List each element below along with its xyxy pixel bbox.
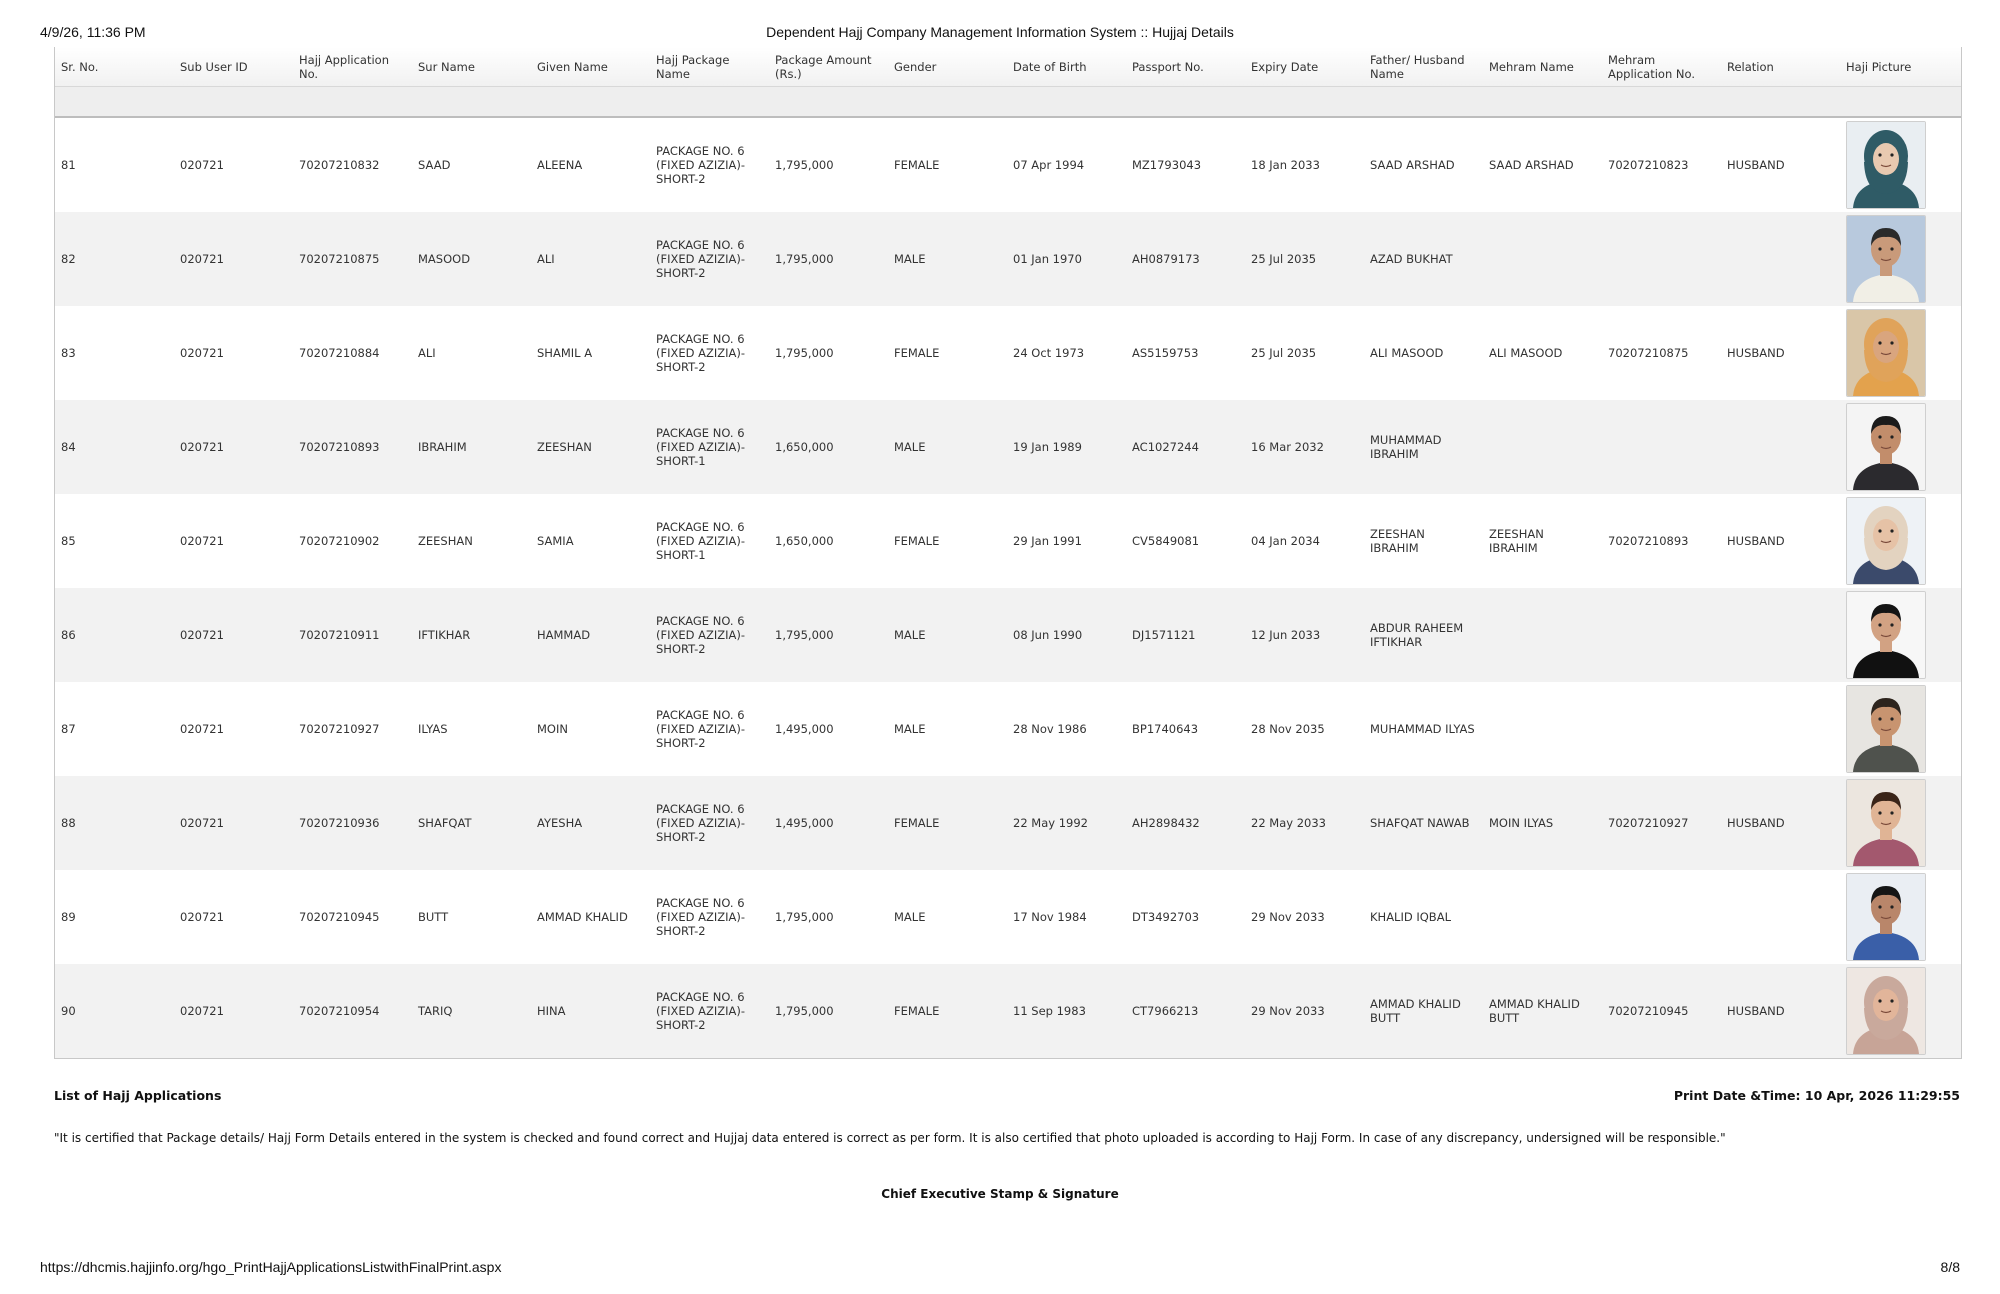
surname-cell: SAAD: [418, 158, 451, 172]
surname-cell: ILYAS: [418, 722, 448, 736]
father-husband-name-cell: ZEESHAN IBRAHIM: [1370, 527, 1425, 555]
column-header: Mehram Application No.: [1608, 52, 1696, 81]
column-header: Passport No.: [1132, 59, 1204, 74]
passport-no-cell: BP1740643: [1132, 722, 1199, 736]
haji-photo: [1846, 121, 1926, 209]
surname-cell: TARIQ: [418, 1004, 453, 1018]
package-amount-cell: 1,650,000: [775, 534, 834, 548]
father-husband-name-cell: SHAFQAT NAWAB: [1370, 816, 1470, 830]
father-husband-name-cell: AMMAD KHALID BUTT: [1370, 997, 1461, 1025]
haji-photo: [1846, 685, 1926, 773]
date-of-birth-cell: 19 Jan 1989: [1013, 440, 1082, 454]
package-name-cell: PACKAGE NO. 6 (FIXED AZIZIA)-SHORT-1: [656, 426, 746, 468]
relation-cell: HUSBAND: [1727, 1004, 1785, 1018]
sub-user-id-cell: 020721: [180, 722, 224, 736]
mehram-application-no-cell: 70207210893: [1608, 534, 1689, 548]
gender-cell: FEMALE: [894, 534, 940, 548]
expiry-date-cell: 29 Nov 2033: [1251, 1004, 1325, 1018]
sub-user-id-cell: 020721: [180, 346, 224, 360]
passport-no-cell: MZ1793043: [1132, 158, 1202, 172]
sr-no-cell: 88: [61, 816, 76, 830]
package-amount-cell: 1,495,000: [775, 722, 834, 736]
date-of-birth-cell: 17 Nov 1984: [1013, 910, 1087, 924]
list-label: List of Hajj Applications: [54, 1088, 222, 1103]
surname-cell: MASOOD: [418, 252, 471, 266]
passport-no-cell: AH2898432: [1132, 816, 1200, 830]
passport-no-cell: AC1027244: [1132, 440, 1199, 454]
package-name-cell: PACKAGE NO. 6 (FIXED AZIZIA)-SHORT-1: [656, 520, 746, 562]
table-row: [55, 776, 1961, 870]
surname-cell: IBRAHIM: [418, 440, 467, 454]
date-of-birth-cell: 01 Jan 1970: [1013, 252, 1082, 266]
print-date-time: 4/9/26, 11:36 PM: [40, 24, 146, 40]
relation-cell: HUSBAND: [1727, 346, 1785, 360]
given-name-cell: AYESHA: [537, 816, 583, 830]
column-header: Sr. No.: [61, 59, 99, 74]
gender-cell: MALE: [894, 910, 926, 924]
table-row: [55, 306, 1961, 400]
haji-picture-cell: [1840, 497, 1961, 585]
gender-cell: MALE: [894, 252, 926, 266]
sr-no-cell: 82: [61, 252, 76, 266]
haji-picture-cell: [1840, 309, 1961, 397]
mehram-application-no-cell: 70207210945: [1608, 1004, 1689, 1018]
expiry-date-cell: 28 Nov 2035: [1251, 722, 1325, 736]
mehram-application-no-cell: 70207210823: [1608, 158, 1689, 172]
given-name-cell: AMMAD KHALID: [537, 910, 628, 924]
column-header: Mehram Name: [1489, 59, 1574, 74]
date-of-birth-cell: 08 Jun 1990: [1013, 628, 1083, 642]
sub-user-id-cell: 020721: [180, 816, 224, 830]
print-header: [40, 24, 1960, 44]
sub-user-id-cell: 020721: [180, 440, 224, 454]
mehram-name-cell: AMMAD KHALID BUTT: [1489, 997, 1580, 1025]
date-of-birth-cell: 28 Nov 1986: [1013, 722, 1087, 736]
surname-cell: BUTT: [418, 910, 449, 924]
package-name-cell: PACKAGE NO. 6 (FIXED AZIZIA)-SHORT-2: [656, 332, 746, 374]
expiry-date-cell: 04 Jan 2034: [1251, 534, 1320, 548]
sr-no-cell: 85: [61, 534, 76, 548]
expiry-date-cell: 22 May 2033: [1251, 816, 1326, 830]
application-no-cell: 70207210927: [299, 722, 380, 736]
haji-photo: [1846, 873, 1926, 961]
table-row: [55, 588, 1961, 682]
package-amount-cell: 1,795,000: [775, 910, 834, 924]
column-header: Date of Birth: [1013, 59, 1087, 74]
table-row: [55, 400, 1961, 494]
sr-no-cell: 83: [61, 346, 76, 360]
expiry-date-cell: 25 Jul 2035: [1251, 346, 1317, 360]
haji-picture-cell: [1840, 779, 1961, 867]
haji-photo: [1846, 591, 1926, 679]
application-no-cell: 70207210884: [299, 346, 380, 360]
expiry-date-cell: 25 Jul 2035: [1251, 252, 1317, 266]
haji-picture-cell: [1840, 685, 1961, 773]
sub-user-id-cell: 020721: [180, 910, 224, 924]
package-name-cell: PACKAGE NO. 6 (FIXED AZIZIA)-SHORT-2: [656, 614, 746, 656]
application-no-cell: 70207210875: [299, 252, 380, 266]
given-name-cell: ZEESHAN: [537, 440, 592, 454]
gender-cell: FEMALE: [894, 1004, 940, 1018]
sr-no-cell: 90: [61, 1004, 76, 1018]
signature-label: Chief Executive Stamp & Signature: [881, 1187, 1119, 1201]
package-amount-cell: 1,650,000: [775, 440, 834, 454]
column-header: Expiry Date: [1251, 59, 1319, 74]
package-name-cell: PACKAGE NO. 6 (FIXED AZIZIA)-SHORT-2: [656, 708, 746, 750]
table-row: [55, 870, 1961, 964]
column-header: Haji Picture: [1846, 59, 1912, 74]
haji-picture-cell: [1840, 215, 1961, 303]
surname-cell: ALI: [418, 346, 436, 360]
passport-no-cell: DT3492703: [1132, 910, 1200, 924]
table-row: [55, 212, 1961, 306]
relation-cell: HUSBAND: [1727, 158, 1785, 172]
gender-cell: MALE: [894, 628, 926, 642]
haji-picture-cell: [1840, 873, 1961, 961]
mehram-application-no-cell: 70207210875: [1608, 346, 1689, 360]
sr-no-cell: 86: [61, 628, 76, 642]
package-amount-cell: 1,795,000: [775, 628, 834, 642]
filter-row: [55, 87, 1961, 118]
application-no-cell: 70207210936: [299, 816, 380, 830]
page-url: https://dhcmis.hajjinfo.org/hgo_PrintHajjApplicationsListwithFinalPrint.aspx: [40, 1259, 502, 1275]
package-amount-cell: 1,495,000: [775, 816, 834, 830]
mehram-name-cell: SAAD ARSHAD: [1489, 158, 1574, 172]
expiry-date-cell: 12 Jun 2033: [1251, 628, 1321, 642]
given-name-cell: SAMIA: [537, 534, 574, 548]
date-of-birth-cell: 24 Oct 1973: [1013, 346, 1085, 360]
gender-cell: FEMALE: [894, 346, 940, 360]
print-date-label: Print Date &Time: 10 Apr, 2026 11:29:55: [1673, 1088, 1960, 1103]
application-no-cell: 70207210832: [299, 158, 380, 172]
sr-no-cell: 89: [61, 910, 76, 924]
table-header-row: [55, 47, 1961, 87]
passport-no-cell: CT7966213: [1132, 1004, 1199, 1018]
sub-user-id-cell: 020721: [180, 1004, 224, 1018]
haji-photo: [1846, 497, 1926, 585]
father-husband-name-cell: SAAD ARSHAD: [1370, 158, 1455, 172]
gender-cell: MALE: [894, 722, 926, 736]
date-of-birth-cell: 22 May 1992: [1013, 816, 1088, 830]
father-husband-name-cell: AZAD BUKHAT: [1370, 252, 1453, 266]
column-header: Hajj Package Name: [656, 52, 730, 81]
mehram-application-no-cell: 70207210927: [1608, 816, 1689, 830]
application-no-cell: 70207210911: [299, 628, 380, 642]
passport-no-cell: DJ1571121: [1132, 628, 1196, 642]
relation-cell: HUSBAND: [1727, 816, 1785, 830]
table-row: [55, 964, 1961, 1058]
package-amount-cell: 1,795,000: [775, 252, 834, 266]
package-name-cell: PACKAGE NO. 6 (FIXED AZIZIA)-SHORT-2: [656, 238, 746, 280]
package-amount-cell: 1,795,000: [775, 346, 834, 360]
mehram-name-cell: MOIN ILYAS: [1489, 816, 1554, 830]
haji-picture-cell: [1840, 403, 1961, 491]
given-name-cell: HAMMAD: [537, 628, 591, 642]
table-body: [55, 118, 1961, 1058]
certification-text: "It is certified that Package details/ Hajj Form Details entered in the system is checked and found correct and Hujjaj data entered is correct as per form. It is also certified that photo uploaded is according to Hajj Form. In case of any discrepancy, undersigned will be responsible.": [54, 1131, 1726, 1145]
page-number: 8/8: [1940, 1259, 1960, 1275]
sub-user-id-cell: 020721: [180, 158, 224, 172]
column-header: Hajj Application No.: [299, 52, 389, 81]
column-header: Sur Name: [418, 59, 475, 74]
gender-cell: FEMALE: [894, 816, 940, 830]
sr-no-cell: 81: [61, 158, 76, 172]
sub-user-id-cell: 020721: [180, 628, 224, 642]
haji-photo: [1846, 215, 1926, 303]
page-title: Dependent Hajj Company Management Information System :: Hujjaj Details: [766, 24, 1234, 40]
application-no-cell: 70207210945: [299, 910, 380, 924]
package-name-cell: PACKAGE NO. 6 (FIXED AZIZIA)-SHORT-2: [656, 144, 746, 186]
father-husband-name-cell: MUHAMMAD ILYAS: [1370, 722, 1475, 736]
table-row: [55, 682, 1961, 776]
expiry-date-cell: 16 Mar 2032: [1251, 440, 1324, 454]
given-name-cell: MOIN: [537, 722, 568, 736]
expiry-date-cell: 18 Jan 2033: [1251, 158, 1320, 172]
column-header: Gender: [894, 59, 937, 74]
relation-cell: HUSBAND: [1727, 534, 1785, 548]
passport-no-cell: AH0879173: [1132, 252, 1200, 266]
gender-cell: FEMALE: [894, 158, 940, 172]
application-no-cell: 70207210954: [299, 1004, 380, 1018]
haji-photo: [1846, 309, 1926, 397]
sub-user-id-cell: 020721: [180, 252, 224, 266]
table-row: [55, 494, 1961, 588]
sub-user-id-cell: 020721: [180, 534, 224, 548]
package-amount-cell: 1,795,000: [775, 158, 834, 172]
mehram-name-cell: ALI MASOOD: [1489, 346, 1563, 360]
given-name-cell: HINA: [537, 1004, 566, 1018]
table-row: [55, 118, 1961, 212]
column-header: Given Name: [537, 59, 608, 74]
sr-no-cell: 84: [61, 440, 76, 454]
expiry-date-cell: 29 Nov 2033: [1251, 910, 1325, 924]
mehram-name-cell: ZEESHAN IBRAHIM: [1489, 527, 1544, 555]
column-header: Package Amount (Rs.): [775, 52, 872, 81]
father-husband-name-cell: KHALID IQBAL: [1370, 910, 1451, 924]
sr-no-cell: 87: [61, 722, 76, 736]
given-name-cell: ALI: [537, 252, 555, 266]
haji-photo: [1846, 779, 1926, 867]
package-amount-cell: 1,795,000: [775, 1004, 834, 1018]
given-name-cell: ALEENA: [537, 158, 583, 172]
surname-cell: IFTIKHAR: [418, 628, 471, 642]
date-of-birth-cell: 29 Jan 1991: [1013, 534, 1082, 548]
date-of-birth-cell: 11 Sep 1983: [1013, 1004, 1086, 1018]
passport-no-cell: CV5849081: [1132, 534, 1200, 548]
gender-cell: MALE: [894, 440, 926, 454]
package-name-cell: PACKAGE NO. 6 (FIXED AZIZIA)-SHORT-2: [656, 896, 746, 938]
father-husband-name-cell: ABDUR RAHEEM IFTIKHAR: [1370, 621, 1464, 649]
column-header: Sub User ID: [180, 59, 248, 74]
column-header: Relation: [1727, 59, 1774, 74]
hujjaj-table: [54, 47, 1962, 1059]
surname-cell: ZEESHAN: [418, 534, 473, 548]
haji-picture-cell: [1840, 967, 1961, 1055]
surname-cell: SHAFQAT: [418, 816, 472, 830]
haji-picture-cell: [1840, 591, 1961, 679]
given-name-cell: SHAMIL A: [537, 346, 593, 360]
father-husband-name-cell: MUHAMMAD IBRAHIM: [1370, 433, 1442, 461]
application-no-cell: 70207210902: [299, 534, 380, 548]
passport-no-cell: AS5159753: [1132, 346, 1199, 360]
haji-picture-cell: [1840, 121, 1961, 209]
package-name-cell: PACKAGE NO. 6 (FIXED AZIZIA)-SHORT-2: [656, 990, 746, 1032]
package-name-cell: PACKAGE NO. 6 (FIXED AZIZIA)-SHORT-2: [656, 802, 746, 844]
haji-photo: [1846, 967, 1926, 1055]
column-header: Father/ Husband Name: [1370, 52, 1465, 81]
application-no-cell: 70207210893: [299, 440, 380, 454]
date-of-birth-cell: 07 Apr 1994: [1013, 158, 1085, 172]
father-husband-name-cell: ALI MASOOD: [1370, 346, 1444, 360]
haji-photo: [1846, 403, 1926, 491]
